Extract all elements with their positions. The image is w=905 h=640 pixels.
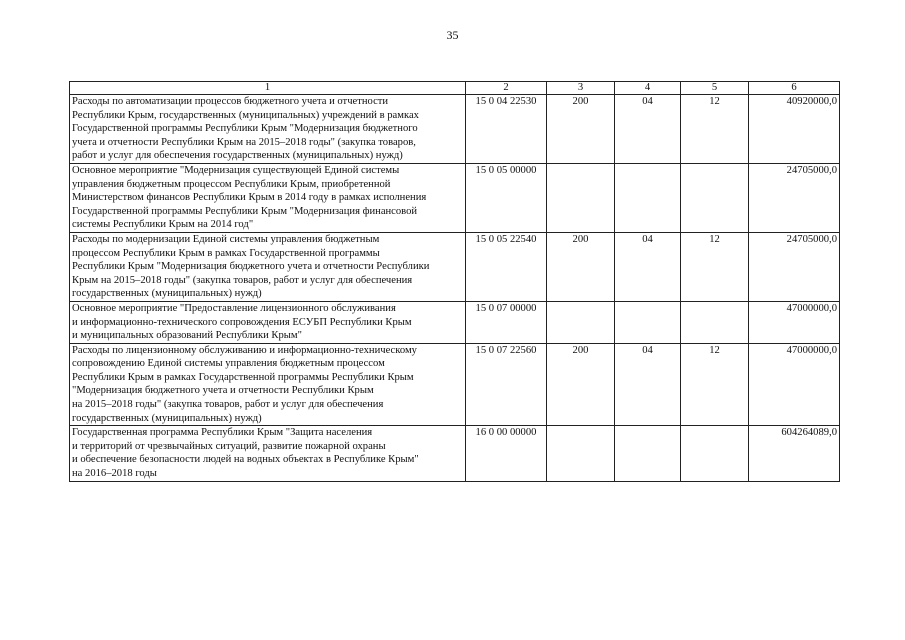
header-col-1: 1 [70,82,466,95]
page-number: 35 [446,28,459,42]
table-row [70,163,840,232]
row-col-5: 12 [681,95,749,164]
table-row [70,301,840,343]
row-code: 15 0 07 00000 [466,301,547,343]
row-code: 15 0 05 22540 [466,232,547,301]
header-col-3: 3 [547,82,615,95]
row-col-5: 12 [681,232,749,301]
row-col-4 [615,426,681,481]
row-code: 16 0 00 00000 [466,426,547,481]
row-name: Расходы по лицензионному обслуживанию и информационно-техническому сопровождению Единой системы управления бюджетным процессом Республики Крым в рамках Государственной программы Республики Крым "Модернизация бюджетного учета и отчетности Республики Крым на 2015–2018 годы" (закупка товаров, работ и услуг для обеспечения государственных (муниципальных) нужд) [70,343,466,426]
row-code: 15 0 07 22560 [466,343,547,426]
row-col-3: 200 [547,343,615,426]
row-col-3: 200 [547,232,615,301]
header-col-5: 5 [681,82,749,95]
header-col-4: 4 [615,82,681,95]
header-col-6: 6 [749,82,840,95]
row-amount: 47000000,0 [749,301,840,343]
row-col-4: 04 [615,95,681,164]
row-name: Основное мероприятие "Предоставление лицензионного обслуживания и информационно-технического сопровождения ЕСУБП Республики Крым и муниципальных образований Республики Крым" [70,301,466,343]
row-col-5 [681,301,749,343]
table-row [70,426,840,481]
row-col-5 [681,426,749,481]
table-row [70,95,840,164]
row-amount: 24705000,0 [749,232,840,301]
table-row [70,343,840,426]
budget-table [69,81,840,482]
row-amount: 47000000,0 [749,343,840,426]
row-code: 15 0 04 22530 [466,95,547,164]
row-col-4: 04 [615,343,681,426]
row-col-4 [615,301,681,343]
row-amount: 604264089,0 [749,426,840,481]
row-col-5 [681,163,749,232]
row-amount: 40920000,0 [749,95,840,164]
header-row [70,82,840,95]
row-amount: 24705000,0 [749,163,840,232]
row-code: 15 0 05 00000 [466,163,547,232]
row-col-4: 04 [615,232,681,301]
row-col-4 [615,163,681,232]
row-col-3: 200 [547,95,615,164]
row-name: Расходы по модернизации Единой системы управления бюджетным процессом Республики Крым в рамках Государственной программы Республики Крым "Модернизация бюджетного учета и отчетности Республики Крым на 2015–2018 годы" (закупка товаров, работ и услуг для обеспечения государственных (муниципальных) нужд) [70,232,466,301]
table-row [70,232,840,301]
header-col-2: 2 [466,82,547,95]
row-name: Государственная программа Республики Крым "Защита населения и территорий от чрезвычайных ситуаций, развитие пожарной охраны и обеспечение безопасности людей на водных объектах в Республике Крым" на 2016–2018 годы [70,426,466,481]
row-name: Основное мероприятие "Модернизация существующей Единой системы управления бюджетным процессом Республики Крым, приобретенной Министерством финансов Республики Крым в 2014 году в рамках исполнения Государственной программы Республики Крым "Модернизация финансовой системы Республики Крым на 2014 год" [70,163,466,232]
row-col-3 [547,301,615,343]
row-col-5: 12 [681,343,749,426]
row-name: Расходы по автоматизации процессов бюджетного учета и отчетности Республики Крым, государственных (муниципальных) учреждений в рамках Государственной программы Республики Крым "Модернизация бюджетного учета и отчетности Республики Крым на 2015–2018 годы" (закупка товаров, работ и услуг для обеспечения государственных (муниципальных) нужд) [70,95,466,164]
row-col-3 [547,163,615,232]
row-col-3 [547,426,615,481]
